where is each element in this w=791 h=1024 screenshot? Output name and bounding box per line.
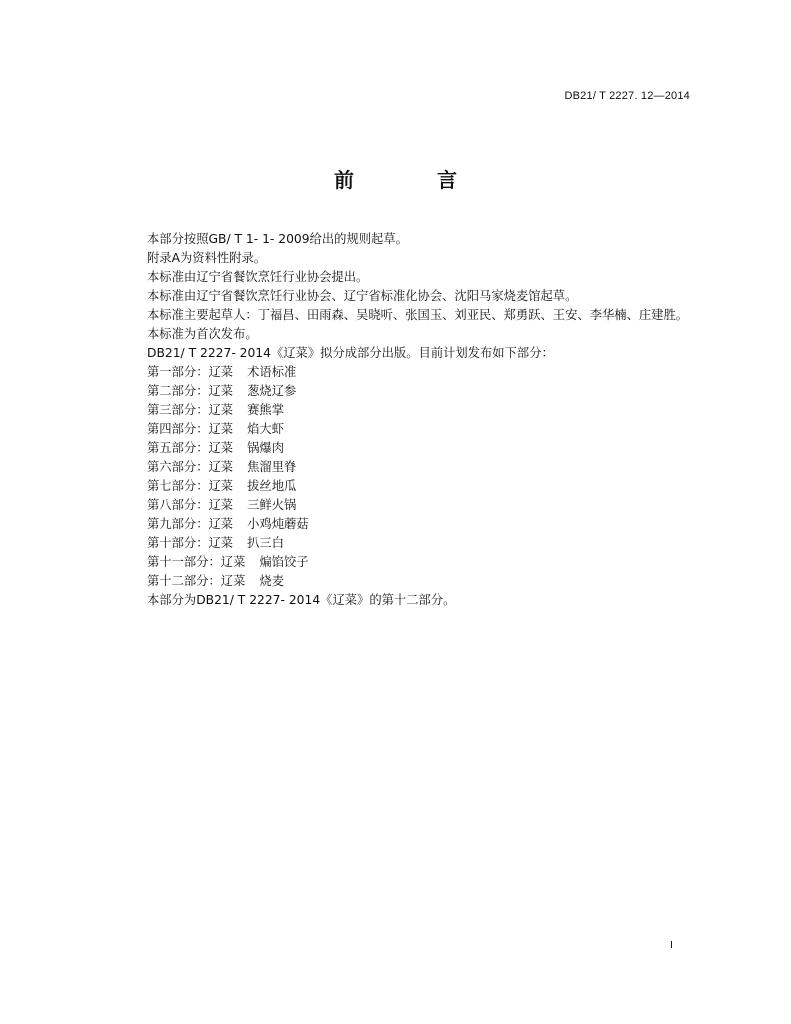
part-list-item bbox=[147, 439, 707, 458]
part-list-item bbox=[147, 515, 707, 534]
part-dish: 小鸡炖蘑菇 bbox=[247, 517, 309, 531]
paragraph: DB21/ T 2227- 2014《辽菜》拟分成部分出版。目前计划发布如下部分： bbox=[147, 346, 554, 360]
part-dish: 焦溜里脊 bbox=[247, 460, 297, 474]
part-dish: 焰大虾 bbox=[247, 422, 284, 436]
part-dish: 烧麦 bbox=[259, 574, 284, 588]
part-list-item bbox=[147, 382, 707, 401]
part-prefix: 第一部分：辽菜 bbox=[147, 365, 234, 379]
paragraph: 本标准由辽宁省餐饮烹饪行业协会提出。 bbox=[147, 270, 369, 284]
part-list-item bbox=[147, 401, 707, 420]
standard-code: DB21/ T 2227. 12—2014 bbox=[564, 90, 690, 102]
part-list-item bbox=[147, 477, 707, 496]
foreword-body bbox=[147, 230, 707, 610]
part-list-item bbox=[147, 363, 707, 382]
part-prefix: 第五部分：辽菜 bbox=[147, 441, 234, 455]
part-dish: 赛熊掌 bbox=[247, 403, 284, 417]
part-prefix: 第六部分：辽菜 bbox=[147, 460, 234, 474]
closing-paragraph: 本部分为DB21/ T 2227- 2014《辽菜》的第十二部分。 bbox=[147, 593, 456, 607]
part-prefix: 第七部分：辽菜 bbox=[147, 479, 234, 493]
paragraph: 本标准由辽宁省餐饮烹饪行业协会、辽宁省标准化协会、沈阳马家烧麦馆起草。 bbox=[147, 289, 578, 303]
part-prefix: 第三部分：辽菜 bbox=[147, 403, 234, 417]
part-dish: 扒三白 bbox=[247, 536, 284, 550]
part-prefix: 第十二部分：辽菜 bbox=[147, 574, 246, 588]
part-dish: 术语标准 bbox=[247, 365, 297, 379]
part-prefix: 第八部分：辽菜 bbox=[147, 498, 234, 512]
part-dish: 拔丝地瓜 bbox=[247, 479, 297, 493]
paragraph: 本部分按照GB/ T 1- 1- 2009给出的规则起草。 bbox=[147, 232, 408, 246]
part-list-item bbox=[147, 458, 707, 477]
part-list-item bbox=[147, 534, 707, 553]
part-prefix: 第十部分：辽菜 bbox=[147, 536, 234, 550]
part-dish: 葱烧辽参 bbox=[247, 384, 297, 398]
part-list-item bbox=[147, 496, 707, 515]
part-list-item bbox=[147, 572, 707, 591]
paragraph: 本标准主要起草人：丁福昌、田雨森、吴晓听、张国玉、刘亚民、郑勇跃、王安、李华楠、庄建胜。 bbox=[147, 308, 689, 322]
part-list-item bbox=[147, 553, 707, 572]
paragraph: 本标准为首次发布。 bbox=[147, 327, 258, 341]
part-prefix: 第十一部分：辽菜 bbox=[147, 555, 246, 569]
paragraph: 附录A为资料性附录。 bbox=[147, 251, 267, 265]
part-dish: 煸馅饺子 bbox=[259, 555, 309, 569]
page-number: I bbox=[670, 940, 673, 951]
part-prefix: 第九部分：辽菜 bbox=[147, 517, 234, 531]
page-title: 前 言 bbox=[334, 168, 495, 192]
part-list-item bbox=[147, 420, 707, 439]
part-prefix: 第二部分：辽菜 bbox=[147, 384, 234, 398]
part-dish: 三鲜火锅 bbox=[247, 498, 297, 512]
part-dish: 锅爆肉 bbox=[247, 441, 284, 455]
part-prefix: 第四部分：辽菜 bbox=[147, 422, 234, 436]
